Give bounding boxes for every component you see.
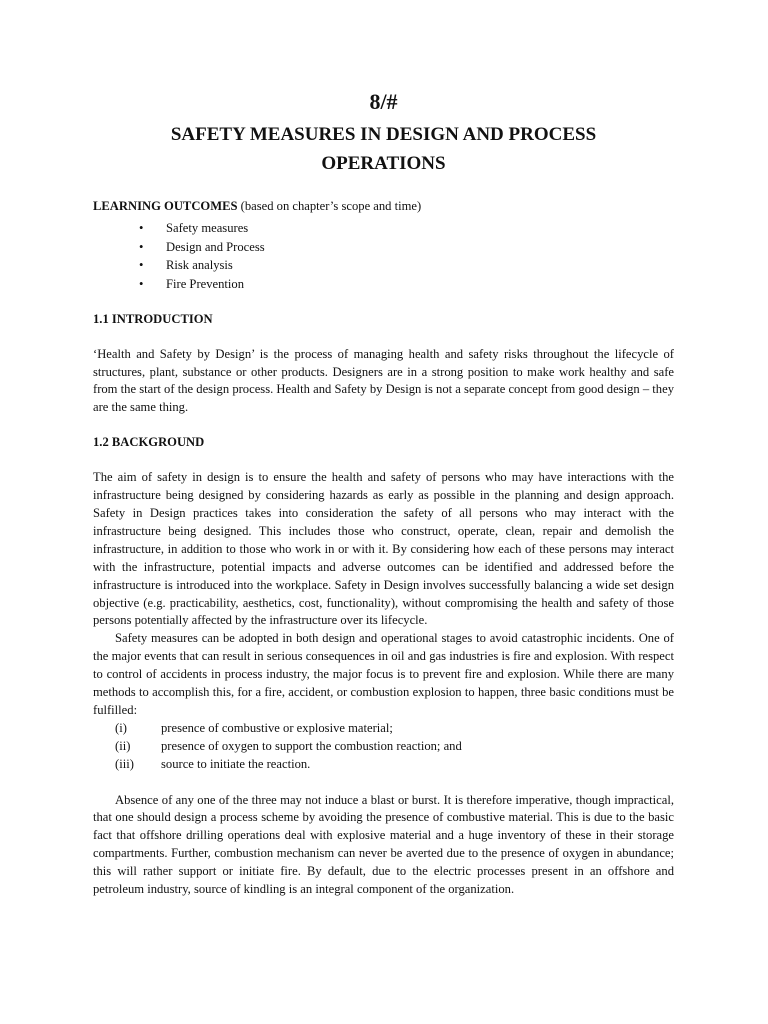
list-item (93, 219, 674, 238)
conditions-list (93, 720, 674, 774)
background-paragraph-2: Safety measures can be adopted in both design and operational stages to avoid catastrophic incidents. One of the major events that can result in serious consequences in oil and gas industries is fire and explosion. With respect to control of accidents in process industry, the major focus is to prevent fire and explosion. While there are many methods to accomplish this, for a fire, accident, or combustion explosion to happen, three basic conditions must be fulfilled: (93, 631, 674, 717)
list-item-text: Design and Process (166, 239, 265, 254)
bullet-icon: • (139, 220, 144, 235)
document-page (93, 88, 674, 899)
list-item (93, 720, 674, 738)
background-paragraph-3: Absence of any one of the three may not induce a blast or burst. It is therefore imperative, though impractical, that one should design a process scheme by avoiding the presence of combustive material. This is due to the basic fact that offshore drilling operations deal with explosive material and a huge inventory of these in their storage compartments. Further, combustion mechanism can never be averted due to the presence of oxygen in abundance; this will rather support or initiate fire. By default, due to the electric processes present in an offshore and petroleum industry, source of kindling is an integral component of the organization. (93, 792, 674, 897)
condition-number: (i) (115, 720, 127, 735)
chapter-title (93, 120, 674, 178)
paragraph-spacer (93, 774, 674, 792)
introduction-heading: 1.1 INTRODUCTION (93, 311, 213, 326)
condition-number: (ii) (115, 738, 131, 753)
chapter-number: 8/# (369, 89, 398, 114)
bullet-icon: • (139, 258, 144, 273)
introduction-paragraph: ‘Health and Safety by Design’ is the process of managing health and safety risks throughout the lifecycle of structures, plant, substance or other products. Designers are in a strong position to make work healthy and safe from the start of the design process. Health and Safety by Design is not a separate concept from good design – they are the same thing. (93, 346, 674, 415)
learning-outcomes-list (93, 219, 674, 294)
chapter-title-line-1: SAFETY MEASURES IN DESIGN AND PROCESS (170, 124, 597, 145)
learning-outcomes-line (93, 198, 674, 216)
background-heading: 1.2 BACKGROUND (93, 435, 205, 450)
condition-text: presence of oxygen to support the combustion reaction; and (161, 738, 462, 753)
condition-text: presence of combustive or explosive material; (161, 720, 393, 735)
learning-outcomes-note: (based on chapter’s scope and time) (237, 199, 422, 213)
list-item (93, 238, 674, 257)
condition-number: (iii) (115, 756, 134, 771)
condition-text: source to initiate the reaction. (161, 756, 311, 771)
list-item (93, 275, 674, 294)
list-item-text: Fire Prevention (166, 277, 244, 292)
list-item (93, 756, 674, 774)
list-item-text: Safety measures (166, 220, 249, 235)
background-paragraph-1: The aim of safety in design is to ensure the health and safety of persons who may have interactions with the infrastructure being designed by considering hazards as early as possible in the planning and design approach. Safety in Design practices takes into consideration the safety of all persons who may interact with the infrastructure being designed. This includes those who construct, operate, clean, repair and demolish the infrastructure, in addition to those who work in or with it. By considering how each of these persons may interact with the infrastructure, potential impacts and adverse outcomes can be identified and addressed before the infrastructure is introduced into the workplace. Safety in Design involves successfully balancing a wide set design objective (e.g. practicability, aesthetics, cost, functionality), without compromising the health and safety of those persons potentially affected by the infrastructure over its lifecycle. (93, 470, 674, 628)
learning-outcomes-label: LEARNING OUTCOMES (93, 199, 238, 213)
bullet-icon: • (139, 239, 144, 254)
chapter-title-line-2: OPERATIONS (321, 153, 446, 174)
bullet-icon: • (139, 277, 144, 292)
list-item (93, 256, 674, 275)
list-item (93, 738, 674, 756)
list-item-text: Risk analysis (166, 258, 233, 273)
